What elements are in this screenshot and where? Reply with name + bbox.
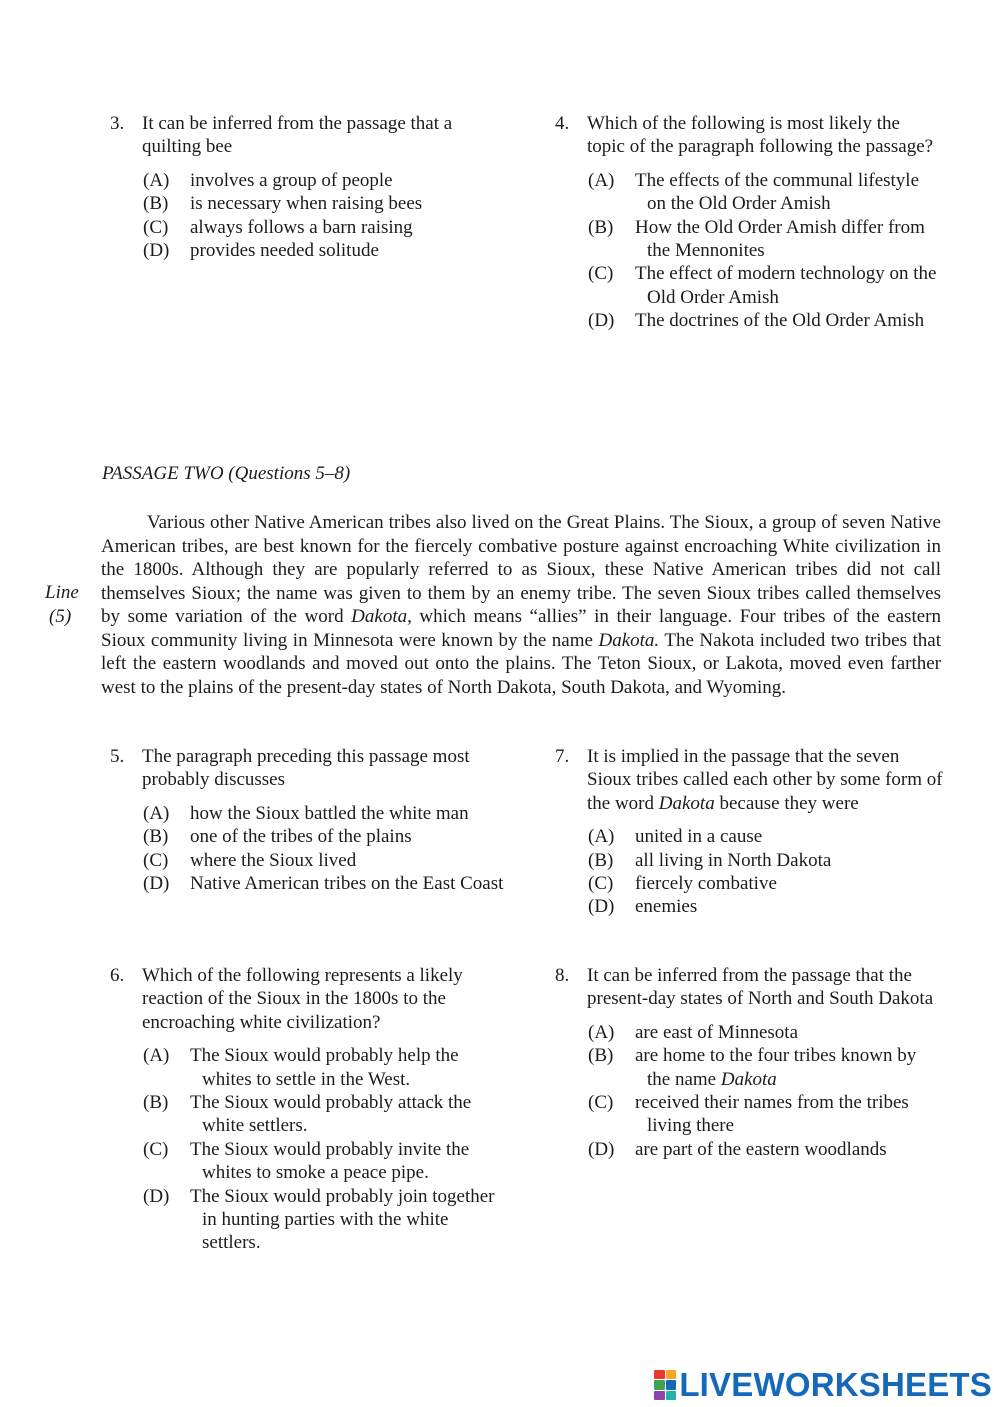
line-label: Line bbox=[45, 582, 79, 603]
question-3 bbox=[110, 112, 505, 262]
passage-italic: Dakota, bbox=[351, 606, 412, 627]
question-5 bbox=[110, 745, 505, 895]
answer-option[interactable] bbox=[588, 849, 943, 872]
option-letter: (B) bbox=[588, 216, 614, 238]
option-letter: (A) bbox=[143, 802, 170, 824]
option-letter: (D) bbox=[588, 310, 615, 332]
question-stem: The paragraph preceding this passage most probably discusses bbox=[142, 746, 470, 791]
option-letter: (D) bbox=[143, 1185, 170, 1207]
stem-italic: Dakota bbox=[658, 792, 715, 814]
question-4 bbox=[555, 112, 940, 333]
option-letter: (C) bbox=[143, 849, 169, 871]
answer-option[interactable] bbox=[143, 192, 505, 215]
option-letter: (D) bbox=[588, 896, 615, 918]
option-text: fiercely combative bbox=[635, 873, 777, 895]
logo-tile bbox=[666, 1380, 677, 1389]
passage-text: The Nakota included two tribes that left the eastern woodlands and moved out onto the plains. The Teton Sioux, or Lakota, moved even farther west to the plains of the present-day states of North Dakota, South Dakota, and Wyoming. bbox=[101, 629, 941, 698]
option-letter: (A) bbox=[588, 169, 615, 191]
question-stem bbox=[587, 745, 943, 815]
question-number: 3. bbox=[110, 113, 125, 134]
logo-tile bbox=[666, 1391, 677, 1400]
answer-option[interactable] bbox=[588, 1021, 940, 1044]
option-text: The Sioux would probably join together in hunting parties with the white settlers. bbox=[190, 1185, 495, 1254]
option-text: The effects of the communal lifestyle on the Old Order Amish bbox=[635, 169, 920, 215]
option-text: received their names from the tribes living there bbox=[635, 1092, 909, 1137]
option-text: How the Old Order Amish differ from the Mennonites bbox=[635, 216, 925, 262]
option-letter: (C) bbox=[143, 216, 169, 238]
answer-option[interactable] bbox=[143, 849, 505, 872]
option-text: The doctrines of the Old Order Amish bbox=[635, 310, 925, 332]
option-text: is necessary when raising bees bbox=[190, 193, 423, 215]
logo-tile bbox=[666, 1370, 677, 1379]
option-letter: (D) bbox=[143, 240, 170, 262]
passage-text: Various other Native American tribes also lived on the Great Plains. The Sioux, a group of seven Native American tribes, are best known for the fiercely combative posture against encroaching White civilization in the 1800s. Although they are popularly referred to as Sioux, these Native American tribes did not call themselves Sioux; the name was given to them by an enemy tribe. The seven Sioux tribes called themselves by some variation of the word bbox=[101, 512, 941, 627]
option-letter: (D) bbox=[143, 873, 170, 895]
question-number: 5. bbox=[110, 746, 125, 767]
option-letter: (B) bbox=[143, 826, 169, 848]
question-number: 7. bbox=[555, 746, 570, 767]
answer-option[interactable] bbox=[588, 1138, 940, 1161]
answer-option[interactable] bbox=[588, 825, 943, 848]
logo-tile bbox=[654, 1391, 665, 1400]
question-number: 8. bbox=[555, 965, 570, 986]
option-letter: (C) bbox=[588, 873, 614, 895]
option-letter: (C) bbox=[143, 1138, 169, 1160]
option-letter: (A) bbox=[588, 1021, 615, 1043]
option-text: are part of the eastern woodlands bbox=[635, 1138, 887, 1160]
answer-option[interactable] bbox=[143, 872, 505, 895]
question-stem: Which of the following represents a likely reaction of the Sioux in the 1800s to the encroaching white civilization? bbox=[142, 965, 463, 1033]
question-number: 6. bbox=[110, 965, 125, 986]
answer-option[interactable] bbox=[588, 169, 940, 216]
answer-options bbox=[555, 1021, 940, 1161]
logo-text: LIVEWORKSHEETS bbox=[679, 1366, 992, 1403]
option-letter: (C) bbox=[588, 263, 614, 285]
option-text: Native American tribes on the East Coast bbox=[190, 873, 504, 895]
option-text: how the Sioux battled the white man bbox=[190, 802, 469, 824]
option-letter: (A) bbox=[588, 826, 615, 848]
passage-paragraph bbox=[101, 511, 941, 699]
question-stem: Which of the following is most likely the topic of the paragraph following the passage? bbox=[587, 113, 934, 158]
option-text: are east of Minnesota bbox=[635, 1021, 799, 1043]
question-number: 4. bbox=[555, 113, 570, 134]
answer-option[interactable] bbox=[143, 1138, 505, 1185]
question-stem: It can be inferred from the passage that the present-day states of North and South Dakota bbox=[587, 965, 934, 1010]
answer-option[interactable] bbox=[143, 825, 505, 848]
answer-options bbox=[555, 825, 943, 919]
answer-option[interactable] bbox=[143, 1044, 505, 1091]
answer-option[interactable] bbox=[588, 1044, 940, 1091]
option-letter: (B) bbox=[143, 1092, 169, 1114]
answer-option[interactable] bbox=[588, 309, 940, 332]
answer-option[interactable] bbox=[588, 1091, 940, 1138]
passage-text: which means “allies” in their language. Four tribes of the eastern Sioux community living in Minnesota were known by the name bbox=[101, 606, 941, 651]
logo-tile bbox=[654, 1380, 665, 1389]
answer-option[interactable] bbox=[143, 216, 505, 239]
answer-options bbox=[110, 1044, 505, 1255]
option-letter: (A) bbox=[143, 1045, 170, 1067]
answer-option[interactable] bbox=[143, 1091, 505, 1138]
answer-option[interactable] bbox=[588, 895, 943, 918]
option-text: The effect of modern technology on the Old Order Amish bbox=[635, 263, 937, 308]
stem-text: because they were bbox=[714, 792, 859, 814]
option-letter: (D) bbox=[588, 1138, 615, 1160]
answer-option[interactable] bbox=[588, 262, 940, 309]
answer-option[interactable] bbox=[143, 1185, 505, 1255]
answer-options bbox=[555, 169, 940, 333]
stem-text: It is implied in the passage that the seven Sioux tribes called each other by some form of the word bbox=[587, 746, 943, 814]
answer-options bbox=[110, 802, 505, 896]
option-text: provides needed solitude bbox=[190, 240, 379, 262]
option-italic: Dakota bbox=[720, 1068, 777, 1090]
logo-mark-icon bbox=[654, 1370, 676, 1400]
answer-option[interactable] bbox=[143, 169, 505, 192]
option-text: one of the tribes of the plains bbox=[190, 826, 412, 848]
question-8 bbox=[555, 964, 940, 1161]
option-text: enemies bbox=[635, 896, 698, 918]
option-letter: (B) bbox=[143, 193, 169, 215]
option-letter: (B) bbox=[588, 1045, 614, 1067]
option-text-part: are home to the four tribes known by the name bbox=[635, 1045, 917, 1090]
logo-tile bbox=[654, 1370, 665, 1379]
question-6 bbox=[110, 964, 505, 1255]
option-text: united in a cause bbox=[635, 826, 763, 848]
option-letter: (A) bbox=[143, 169, 170, 191]
question-7 bbox=[555, 745, 943, 919]
option-text: The Sioux would probably invite the whites to smoke a peace pipe. bbox=[190, 1138, 470, 1184]
liveworksheets-logo bbox=[654, 1367, 992, 1403]
passage-heading: PASSAGE TWO (Questions 5–8) bbox=[102, 463, 351, 484]
answer-option[interactable] bbox=[143, 239, 505, 262]
option-letter: (C) bbox=[588, 1092, 614, 1114]
answer-options bbox=[110, 169, 505, 263]
option-text: The Sioux would probably attack the white settlers. bbox=[190, 1092, 472, 1137]
answer-option[interactable] bbox=[143, 802, 505, 825]
passage-italic: Dakota. bbox=[598, 629, 660, 651]
option-text: involves a group of people bbox=[190, 169, 393, 191]
option-text: always follows a barn raising bbox=[190, 216, 413, 238]
option-text bbox=[635, 1044, 940, 1091]
answer-option[interactable] bbox=[588, 216, 940, 263]
option-text: where the Sioux lived bbox=[190, 849, 357, 871]
option-text: The Sioux would probably help the whites to settle in the West. bbox=[190, 1045, 459, 1090]
option-text: all living in North Dakota bbox=[635, 849, 832, 871]
option-letter: (B) bbox=[588, 849, 614, 871]
question-stem: It can be inferred from the passage that a quilting bee bbox=[142, 113, 453, 158]
reading-passage bbox=[101, 511, 941, 699]
line-number: (5) bbox=[49, 606, 72, 627]
answer-option[interactable] bbox=[588, 872, 943, 895]
